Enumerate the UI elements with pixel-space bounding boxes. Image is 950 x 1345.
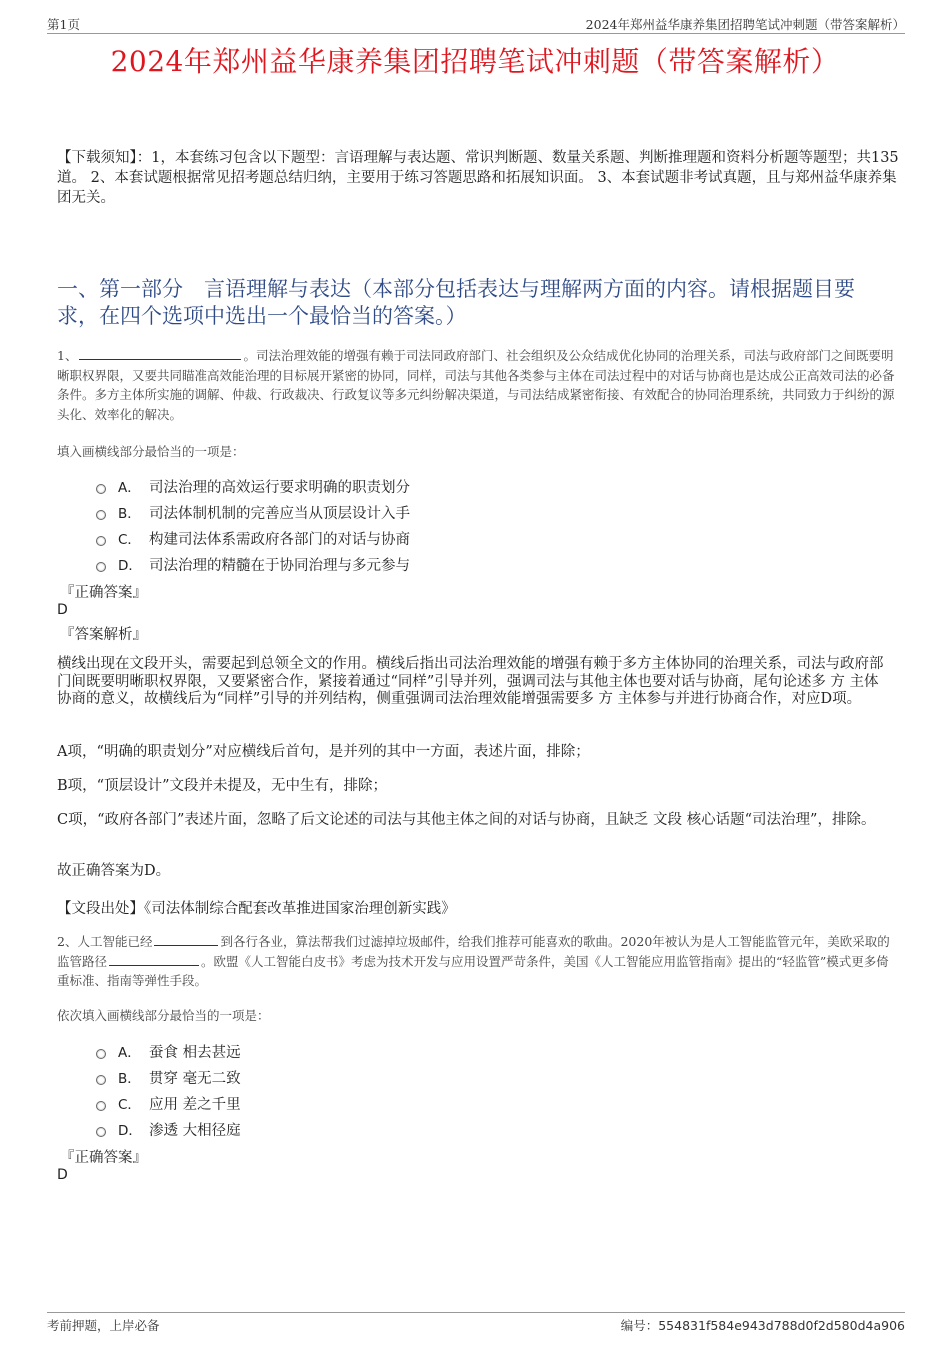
option-letter: C． (118, 532, 141, 548)
radio-icon[interactable] (96, 536, 106, 546)
option-letter: A． (118, 480, 141, 496)
correct-answer-value: D (57, 602, 68, 618)
code-label: 编号： (620, 1318, 659, 1333)
radio-icon[interactable] (96, 1075, 106, 1085)
option-a[interactable] (96, 1038, 241, 1064)
download-notice: 【下载须知】：1，本套练习包含以下题型：言语理解与表达题、常识判断题、数量关系题、判断推理题和资料分析题等题型；共135道。 2、本套试题根据常见招考题总结归纳，主要用于练习答题思路和拓展知识面。 3、本套试题非考试真题，且与郑州益华康养集团无关。 (57, 150, 899, 206)
option-text: 贯穿 毫无二致 (149, 1070, 241, 1087)
option-letter: B． (118, 1071, 141, 1087)
option-text: 蚕食 相去甚远 (149, 1044, 241, 1061)
option-text: 渗透 大相径庭 (149, 1122, 241, 1139)
option-text: 应用 差之千里 (149, 1096, 241, 1113)
header-doc-title: 2024年郑州益华康养集团招聘笔试冲刺题（带答案解析） (585, 17, 905, 32)
answer-blank (109, 953, 199, 966)
radio-icon[interactable] (96, 1101, 106, 1111)
passage-source: 【文段出处】《司法体制综合配套改革推进国家治理创新实践》 (57, 901, 456, 917)
analysis-paragraph: 横线出现在文段开头，需要起到总领全文的作用。横线后指出司法治理效能的增强有赖于多方主体协同的治理关系，司法与政府部门间既要明晰职权界限，又要紧密合作，紧接着通过“同样”引导并列，强调司法与其他主体也要对话与协商，尾句论述多 方 主体协商的意义，故横线后为“同样”引导的并列结构，侧重强调司法治理效能增强需要多 方 主体参与并进行协商合作，对应D项。 (57, 656, 884, 707)
question-1-options (96, 473, 410, 577)
question-2-text (57, 932, 898, 991)
footer-slogan: 考前押题，上岸必备 (47, 1318, 160, 1333)
document-code (621, 1316, 905, 1334)
option-b[interactable] (96, 499, 410, 525)
analysis-paragraph: B项，“顶层设计”文段并未提及，无中生有，排除； (57, 778, 387, 794)
question-1-prompt: 填入画横线部分最恰当的一项是： (57, 444, 245, 459)
analysis-label: 『答案解析』 (60, 627, 147, 643)
analysis-paragraph: C项，“政府各部门”表述片面，忽略了后文论述的司法与其他主体之间的对话与协商，且缺乏 文段 核心话题“司法治理”，排除。 (57, 812, 876, 828)
question-passage: 。司法治理效能的增强有赖于司法同政府部门、社会组织及公众结成优化协同的治理关系，司法与政府部门之间既要明晰职权界限，又要共同瞄准高效能治理的目标展开紧密的协同，同样，司法与其他各类参与主体在司法过程中的对话与协商也是达成公正高效司法的必备条件。多方主体所实施的调解、仲裁、行政裁决、行政复议等多元纠纷解决渠道，与司法结成紧密衔接、有效配合的协同治理系统，共同致力于纠纷的源头化、效率化的解决。 (57, 348, 895, 422)
question-passage: 。欧盟《人工智能白皮书》考虑为技术开发与应用设置严苛条件，美国《人工智能应用监管指南》提出的“轻监管”模式更多倚重标准、指南等弹性手段。 (57, 953, 889, 988)
question-1-text (57, 346, 898, 424)
option-c[interactable] (96, 1090, 241, 1116)
code-value: 554831f584e943d788d0f2d580d4a906 (658, 1318, 905, 1333)
radio-icon[interactable] (96, 510, 106, 520)
question-number: 1、 (57, 348, 78, 363)
radio-icon[interactable] (96, 562, 106, 572)
option-a[interactable] (96, 473, 410, 499)
option-letter: C． (118, 1097, 141, 1113)
question-2-options (96, 1038, 241, 1142)
radio-icon[interactable] (96, 1127, 106, 1137)
question-passage: 人工智能已经 (77, 934, 153, 949)
document-title: 2024年郑州益华康养集团招聘笔试冲刺题（带答案解析） (110, 45, 840, 78)
option-text: 司法治理的高效运行要求明确的职责划分 (149, 479, 410, 496)
correct-answer-value: D (57, 1167, 68, 1183)
option-letter: D． (118, 1123, 142, 1139)
option-text: 司法体制机制的完善应当从顶层设计入手 (149, 505, 410, 522)
answer-blank (154, 933, 218, 946)
correct-answer-label: 『正确答案』 (60, 1150, 147, 1166)
option-text: 构建司法体系需政府各部门的对话与协商 (149, 531, 410, 548)
option-b[interactable] (96, 1064, 241, 1090)
option-c[interactable] (96, 525, 410, 551)
option-d[interactable] (96, 1116, 241, 1142)
answer-blank (79, 347, 241, 360)
option-letter: D． (118, 558, 142, 574)
page-header (47, 13, 905, 34)
analysis-conclusion: 故正确答案为D。 (57, 863, 171, 879)
question-number: 2、 (57, 934, 78, 949)
option-letter: B． (118, 506, 141, 522)
radio-icon[interactable] (96, 1049, 106, 1059)
radio-icon[interactable] (96, 484, 106, 494)
section-heading: 一、第一部分 言语理解与表达（本部分包括表达与理解两方面的内容。请根据题目要求，在四个选项中选出一个最恰当的答案。） (57, 277, 855, 328)
correct-answer-label: 『正确答案』 (60, 585, 147, 601)
option-d[interactable] (96, 551, 410, 577)
question-passage: 到各行各业，算法帮我们过滤掉垃圾邮件，给我们推荐可能喜欢的歌曲。2020年被认为是人工智能监管元年，美欧采取的监管路径 (57, 934, 890, 969)
question-2-prompt: 依次填入画横线部分最恰当的一项是： (57, 1008, 270, 1023)
page-footer (47, 1312, 905, 1333)
page-number: 第1页 (47, 17, 80, 32)
option-text: 司法治理的精髓在于协同治理与多元参与 (149, 557, 410, 574)
option-letter: A． (118, 1045, 141, 1061)
analysis-paragraph: A项，“明确的职责划分”对应横线后首句，是并列的其中一方面，表述片面，排除； (57, 744, 590, 760)
